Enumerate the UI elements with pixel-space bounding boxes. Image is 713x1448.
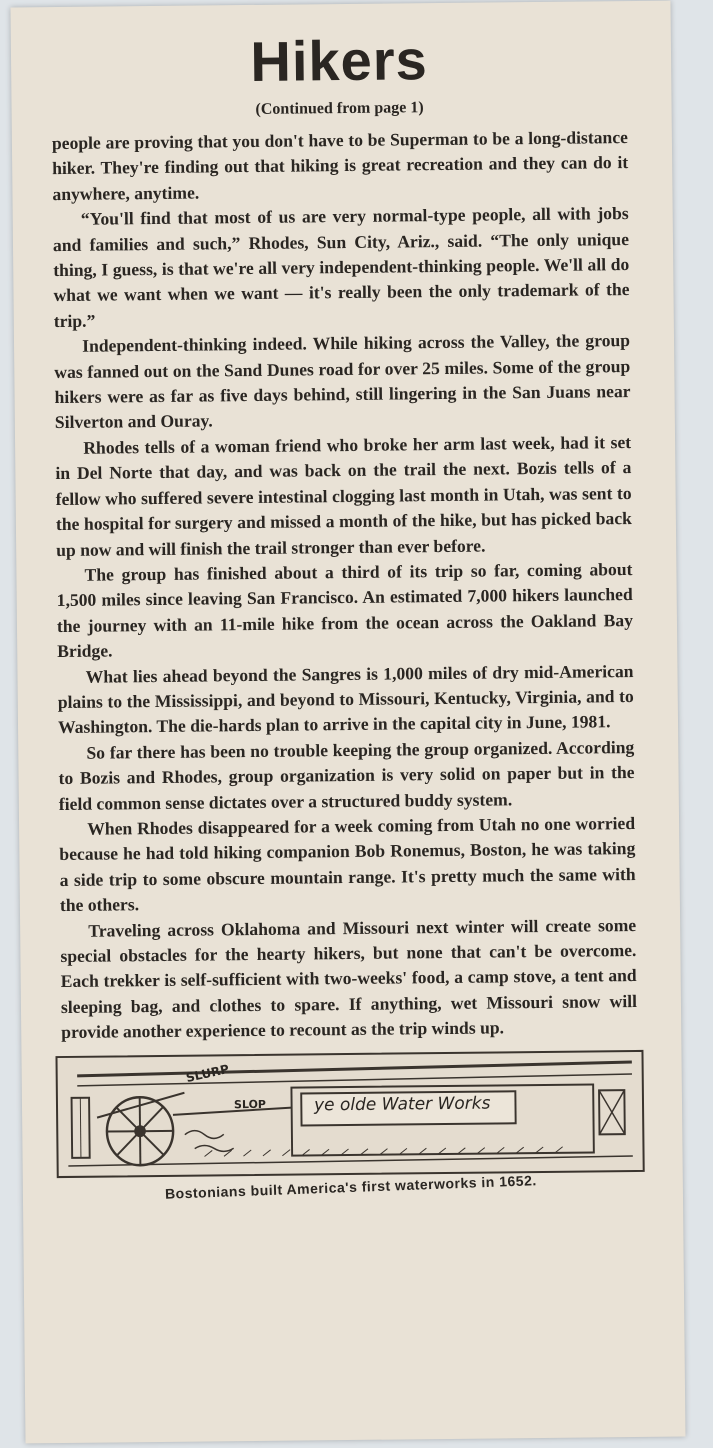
article-body: [52, 125, 638, 1046]
slop-sound-text: SLOP: [233, 1097, 267, 1111]
paragraph-9: Traveling across Oklahoma and Missouri next winter will create some special obstacles for the hearty hikers, but none that can't be overcome. Each trekker is self-sufficient with two-weeks' food, a camp stove, a tent and sleeping bag, and clothes to spare. If anything, wet Missouri snow will provide another experience to recount as the trip winds up.: [60, 914, 638, 1043]
continued-note: (Continued from page 1): [255, 99, 424, 118]
paragraph-7: So far there has been no trouble keeping the group organized. According to Bozis and Rhodes, group organization is very solid on paper but in the field common sense dictates over a structured buddy system.: [58, 736, 635, 814]
cartoon-caption: Bostonians built America's first waterworks in 1652.: [164, 1171, 537, 1202]
waterworks-sign: ye olde Water Works: [313, 1093, 491, 1116]
paragraph-2: “You'll find that most of us are very normal-type people, all with jobs and families and such,” Rhodes, Sun City, Ariz., said. “The only unique thing, I guess, is that we're all very independent-thinking people. We'll all do what we want when we want — it's really been the only trademark of the trip.”: [52, 203, 630, 331]
paragraph-4: Rhodes tells of a woman friend who broke her arm last week, had it set in Del Norte that day, and was back on the trail the next. Bozis tells of a fellow who suffered severe intestinal clogging last month in Utah, was sent to the hospital for surgery and missed a month of the hike, but has picked back up now and will finish the trail stronger than ever before.: [55, 431, 632, 560]
paragraph-8: When Rhodes disappeared for a week coming from Utah no one worried because he had told hiking companion Bob Ronemus, Boston, he was taking a side trip to some obscure mountain range. It's pretty much the same with the others.: [59, 812, 636, 916]
paragraph-5: The group has finished about a third of its trip so far, coming about 1,500 miles since leaving San Francisco. An estimated 7,000 hikers launched the journey with an 11-mile hike from the ocean across the Oakland Bay Bridge.: [56, 558, 634, 662]
paragraph-1: people are proving that you don't have to be Superman to be a long-distance hiker. They're finding out that hiking is great recreation and they can do it anywhere, anytime.: [51, 127, 629, 204]
headline: Hikers: [250, 28, 429, 93]
paragraph-3: Independent-thinking indeed. While hiking across the Valley, the group was fanned out on the Sand Dunes road for over 25 miles. Some of the group hikers were as far as five days behind, still lingering in the San Juans near Silverton and Ouray.: [54, 330, 631, 433]
paragraph-6: What lies ahead beyond the Sangres is 1,000 miles of dry mid-American plains to the Mississippi, and beyond to Missouri, Kentucky, Virginia, and to Washington. The die-hards plan to arrive in the capital city in June, 1981.: [57, 660, 634, 738]
newspaper-clipping: [10, 1, 685, 1444]
waterworks-cartoon: [55, 1050, 644, 1178]
slurp-sound-text: SLURP: [184, 1061, 231, 1085]
